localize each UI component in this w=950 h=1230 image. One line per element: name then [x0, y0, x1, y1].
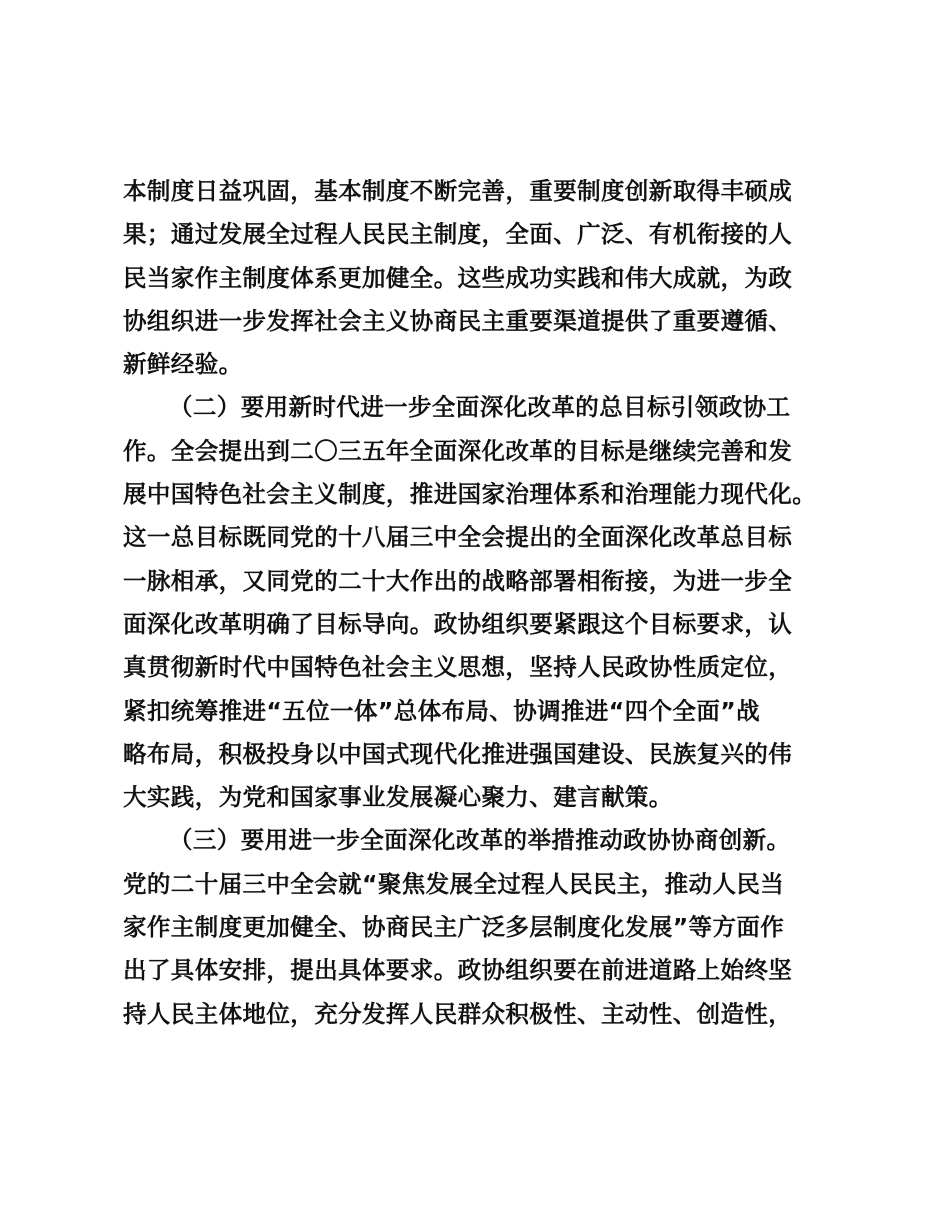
text-line: 家作主制度更加健全、协商民主广泛多层制度化发展”等方面作	[123, 913, 785, 942]
section-heading-line: （二）要用新时代进一步全面深化改革的总目标引领政协工	[169, 393, 791, 422]
text-line: 这一总目标既同党的十八届三中全会提出的全面深化改革总目标	[123, 523, 793, 552]
text-line: 协组织进一步发挥社会主义协商民主重要渠道提供了重要遵循、	[123, 306, 793, 335]
text-line: 作。全会提出到二〇三五年全面深化改革的目标是继续完善和发	[123, 436, 793, 465]
text-line: 一脉相承，又同党的二十大作出的战略部署相衔接，为进一步全	[123, 566, 793, 595]
text-line: 出了具体安排，提出具体要求。政协组织要在前进道路上始终坚	[123, 956, 793, 985]
text-line: 果；通过发展全过程人民民主制度，全面、广泛、有机衔接的人	[123, 220, 793, 249]
text-line: 大实践，为党和国家事业发展凝心聚力、建言献策。	[123, 783, 673, 812]
section-heading-line: （三）要用进一步全面深化改革的举措推动政协协商创新。	[169, 826, 791, 855]
text-line: 展中国特色社会主义制度，推进国家治理体系和治理能力现代化。	[123, 480, 817, 509]
body-text	[123, 170, 823, 1036]
text-line: 真贯彻新时代中国特色社会主义思想，坚持人民政协性质定位，	[123, 653, 793, 682]
text-line: 紧扣统筹推进“五位一体”总体布局、协调推进“四个全面”战	[123, 696, 760, 725]
text-line: 略布局，积极投身以中国式现代化推进强国建设、民族复兴的伟	[123, 739, 793, 768]
text-line: 持人民主体地位，充分发挥人民群众积极性、主动性、创造性，	[123, 999, 793, 1028]
text-line: 民当家作主制度体系更加健全。这些成功实践和伟大成就，为政	[123, 263, 793, 292]
text-line: 党的二十届三中全会就“聚焦发展全过程人民民主，推动人民当	[123, 869, 785, 898]
text-line: 面深化改革明确了目标导向。政协组织要紧跟这个目标要求，认	[123, 609, 793, 638]
text-line: 新鲜经验。	[123, 350, 243, 379]
text-line: 本制度日益巩固，基本制度不断完善，重要制度创新取得丰硕成	[123, 177, 793, 205]
